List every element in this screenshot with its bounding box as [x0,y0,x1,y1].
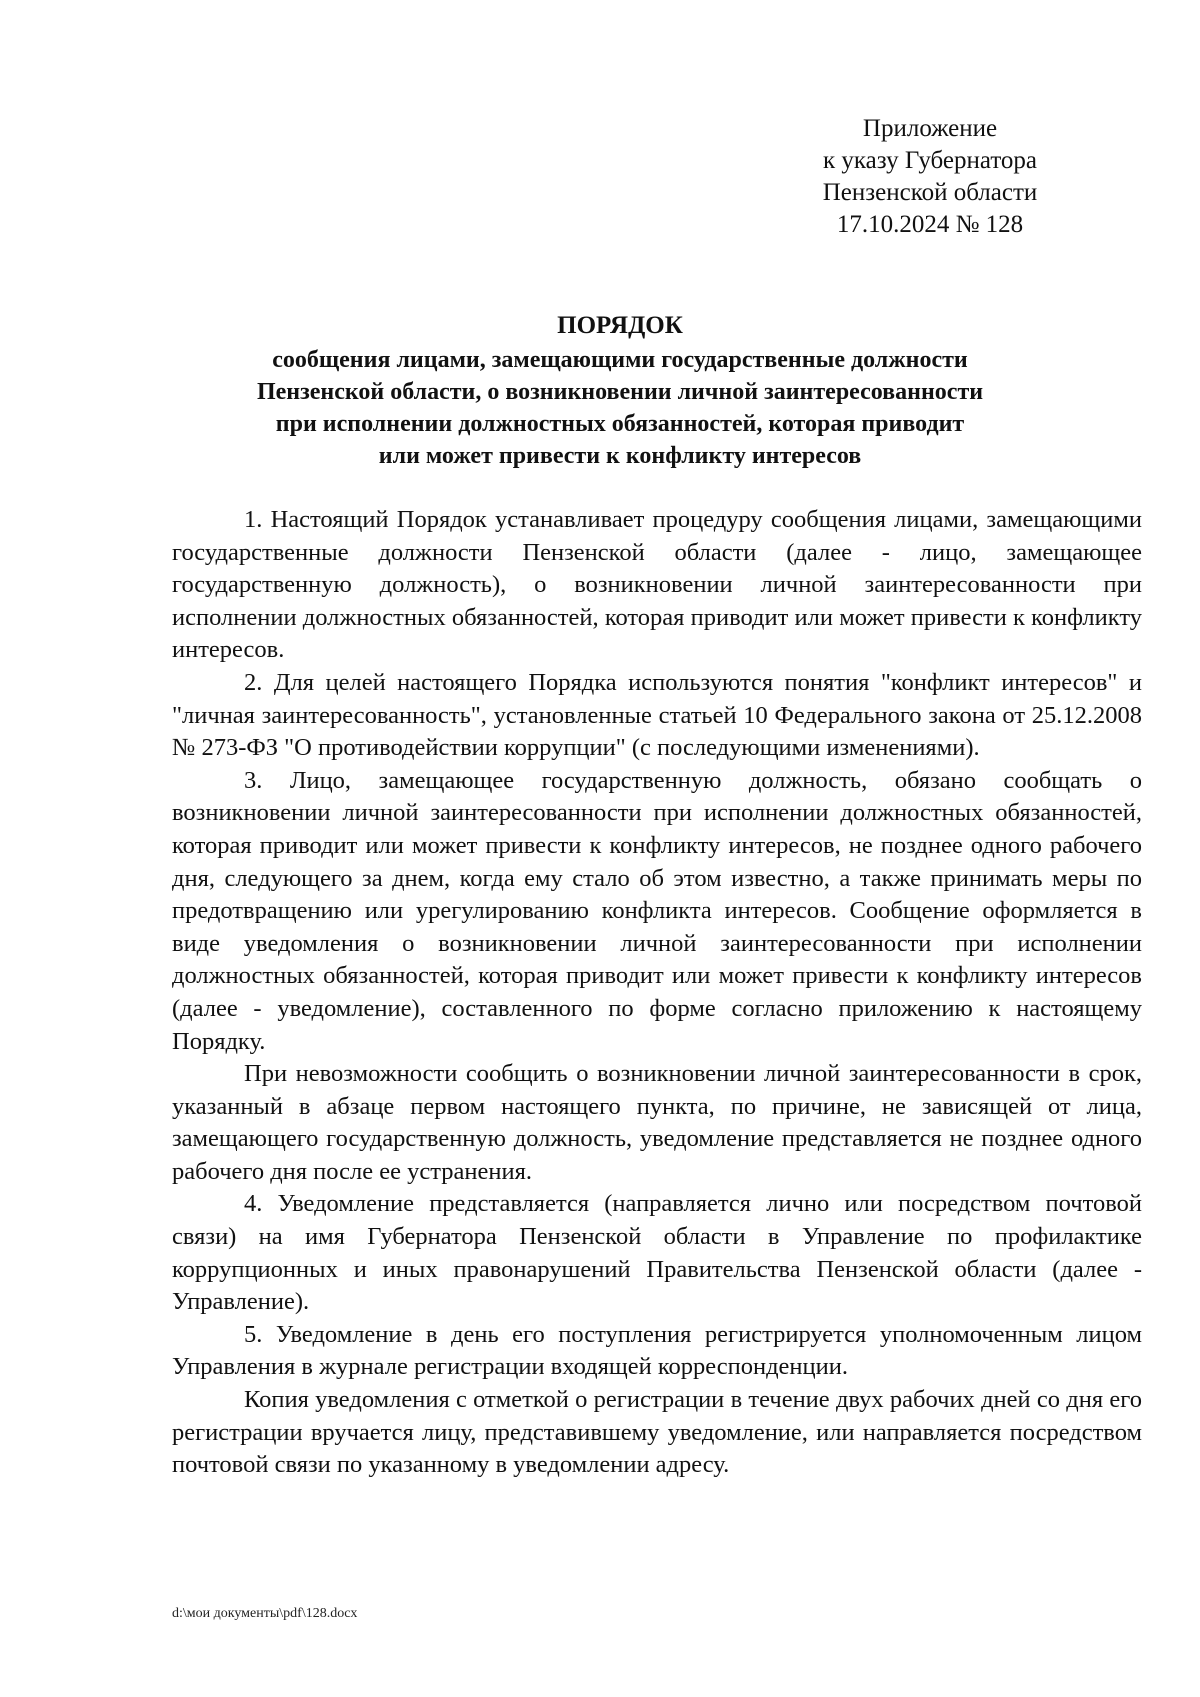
title-main: ПОРЯДОК [557,312,683,339]
appendix-line-2: к указу Губернатора [822,147,1038,174]
subtitle-line-1: сообщения лицами, замещающими государственные должности [272,347,968,373]
document-title [170,308,1070,472]
appendix-line-4: 17.10.2024 № 128 [836,211,1024,238]
appendix-note [780,113,1080,241]
paragraph-3-continued: При невозможности сообщить о возникновении личной заинтересованности в срок, указанный в абзаце первом настоящего пункта, по причине, не зависящей от лица, замещающего государственную должность, уведомление представляется не позднее одного рабочего дня после ее устранения. [172,1060,1142,1185]
subtitle-line-4: или может привести к конфликту интересов [378,443,862,469]
paragraph-3: 3. Лицо, замещающее государственную должность, обязано сообщать о возникновении личной заинтересованности при исполнении должностных обязанностей, которая приводит или может привести к конфликту интересов, не позднее одного рабочего дня, следующего за днем, когда ему стало об этом известно, а также принимать меры по предотвращению или урегулированию конфликта интересов. Сообщение оформляется в виде уведомления о возникновении личной заинтересованности при исполнении должностных обязанностей, которая приводит или может привести к конфликту интересов (далее - уведомление), составленного по форме согласно приложению к настоящему Порядку. [172,766,1142,1055]
paragraph-1: 1. Настоящий Порядок устанавливает процедуру сообщения лицами, замещающими государственные должности Пензенской области (далее - лицо, замещающее государственную должность), о возникновении личной заинтересованности при исполнении должностных обязанностей, которая приводит или может привести к конфликту интересов. [172,506,1142,664]
file-path-footer: d:\мои документы\pdf\128.docx [172,1606,358,1621]
appendix-line-3: Пензенской области [822,179,1038,206]
paragraph-2: 2. Для целей настоящего Порядка используются понятия "конфликт интересов" и "личная заинтересованность", установленные статьей 10 Федерального закона от 25.12.2008 № 273-ФЗ "О противодействии коррупции" (с последующими изменениями). [172,668,1142,762]
appendix-line-1: Приложение [862,115,998,142]
paragraph-4: 4. Уведомление представляется (направляется лично или посредством почтовой связи) на имя Губернатора Пензенской области в Управление по профилактике коррупционных и иных правонарушений Правительства Пензенской области (далее - Управление). [172,1190,1142,1316]
subtitle-line-2: Пензенской области, о возникновении личной заинтересованности [256,379,984,405]
document-body [172,504,1142,1482]
paragraph-5-continued: Копия уведомления с отметкой о регистрации в течение двух рабочих дней со дня его регистрации вручается лицу, представившему уведомление, или направляется посредством почтовой связи по указанному в уведомлении адресу. [172,1386,1142,1479]
paragraph-5: 5. Уведомление в день его поступления регистрируется уполномоченным лицом Управления в журнале регистрации входящей корреспонденции. [172,1320,1142,1381]
subtitle-line-3: при исполнении должностных обязанностей, которая приводит [275,411,965,437]
